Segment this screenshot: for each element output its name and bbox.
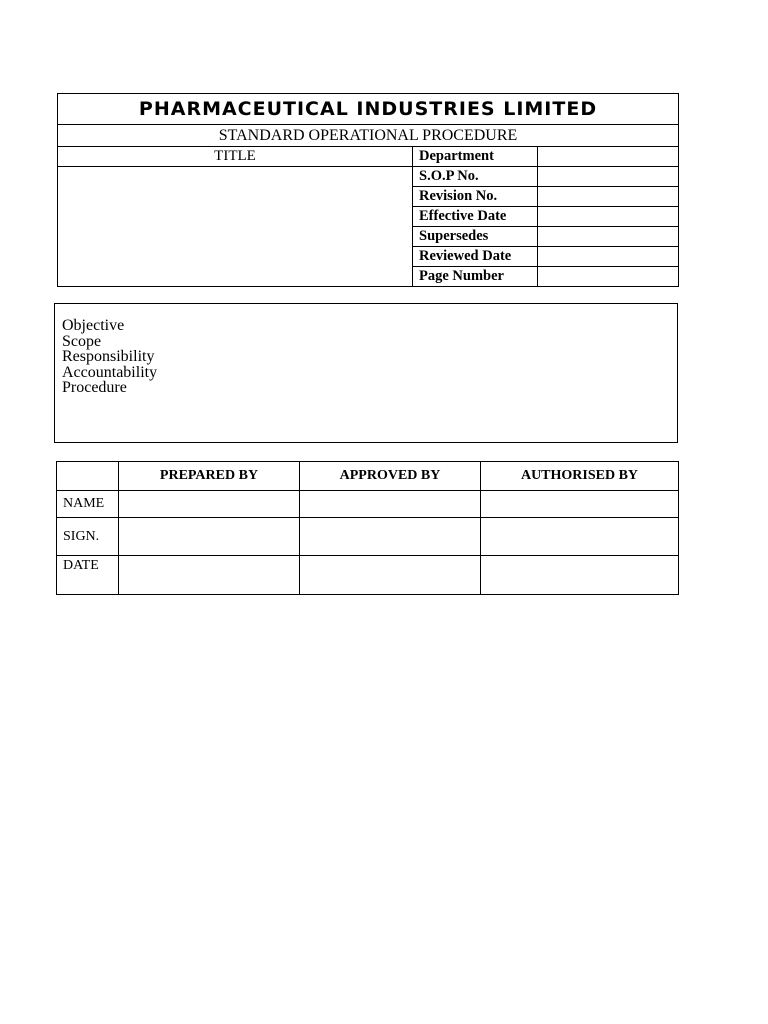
authorised-by-sign-cell xyxy=(481,518,679,556)
row-label-date: DATE xyxy=(57,556,119,595)
field-value xyxy=(538,167,678,186)
field-label: Department xyxy=(413,147,538,166)
field-value xyxy=(538,187,678,206)
approved-by-name-cell xyxy=(300,491,481,518)
field-value xyxy=(538,247,678,266)
field-row-effective-date xyxy=(413,207,678,227)
authorised-by-date-cell xyxy=(481,556,679,595)
field-row-page-number xyxy=(413,267,678,286)
prepared-by-header: PREPARED BY xyxy=(119,462,300,491)
sections-list xyxy=(55,304,677,396)
prepared-by-name-cell xyxy=(119,491,300,518)
field-label: Page Number xyxy=(413,267,538,286)
field-value xyxy=(538,227,678,246)
field-row-department xyxy=(413,147,678,167)
field-row-reviewed-date xyxy=(413,247,678,267)
section-objective: Objective xyxy=(62,317,125,334)
prepared-by-sign-cell xyxy=(119,518,300,556)
field-label: Effective Date xyxy=(413,207,538,226)
field-label: Revision No. xyxy=(413,187,538,206)
signature-row-name xyxy=(57,491,679,518)
section-scope: Scope xyxy=(62,332,102,350)
field-row-sop-no xyxy=(413,167,678,187)
document-type: STANDARD OPERATIONAL PROCEDURE xyxy=(218,126,518,144)
prepared-by-date-cell xyxy=(119,556,300,595)
approved-by-sign-cell xyxy=(300,518,481,556)
field-row-revision-no xyxy=(413,187,678,207)
field-label: Supersedes xyxy=(413,227,538,246)
sections-block xyxy=(54,303,678,443)
row-label-name: NAME xyxy=(57,491,119,518)
signature-row-sign xyxy=(57,518,679,556)
section-accountability: Accountability xyxy=(62,363,158,381)
field-label: Reviewed Date xyxy=(413,247,538,266)
section-responsibility: Responsibility xyxy=(62,348,155,365)
meta-area xyxy=(58,147,678,286)
signature-table xyxy=(56,461,679,595)
section-procedure: Procedure xyxy=(62,379,127,396)
field-label: S.O.P No. xyxy=(413,167,538,186)
approved-by-date-cell xyxy=(300,556,481,595)
field-row-supersedes xyxy=(413,227,678,247)
authorised-by-header: AUTHORISED BY xyxy=(481,462,679,491)
row-label-sign: SIGN. xyxy=(57,518,119,556)
field-value xyxy=(538,207,678,226)
title-column xyxy=(58,147,413,286)
approved-by-header: APPROVED BY xyxy=(300,462,481,491)
company-name: PHARMACEUTICAL INDUSTRIES LIMITED xyxy=(138,98,598,120)
title-label: TITLE xyxy=(58,147,412,167)
field-value xyxy=(538,147,678,166)
corner-cell xyxy=(57,462,119,491)
signature-header-row xyxy=(57,462,679,491)
company-row xyxy=(58,94,678,125)
authorised-by-name-cell xyxy=(481,491,679,518)
sop-header-block xyxy=(57,93,679,287)
document-type-row xyxy=(58,125,678,147)
signature-row-date xyxy=(57,556,679,595)
field-value xyxy=(538,267,678,286)
fields-column xyxy=(413,147,678,286)
